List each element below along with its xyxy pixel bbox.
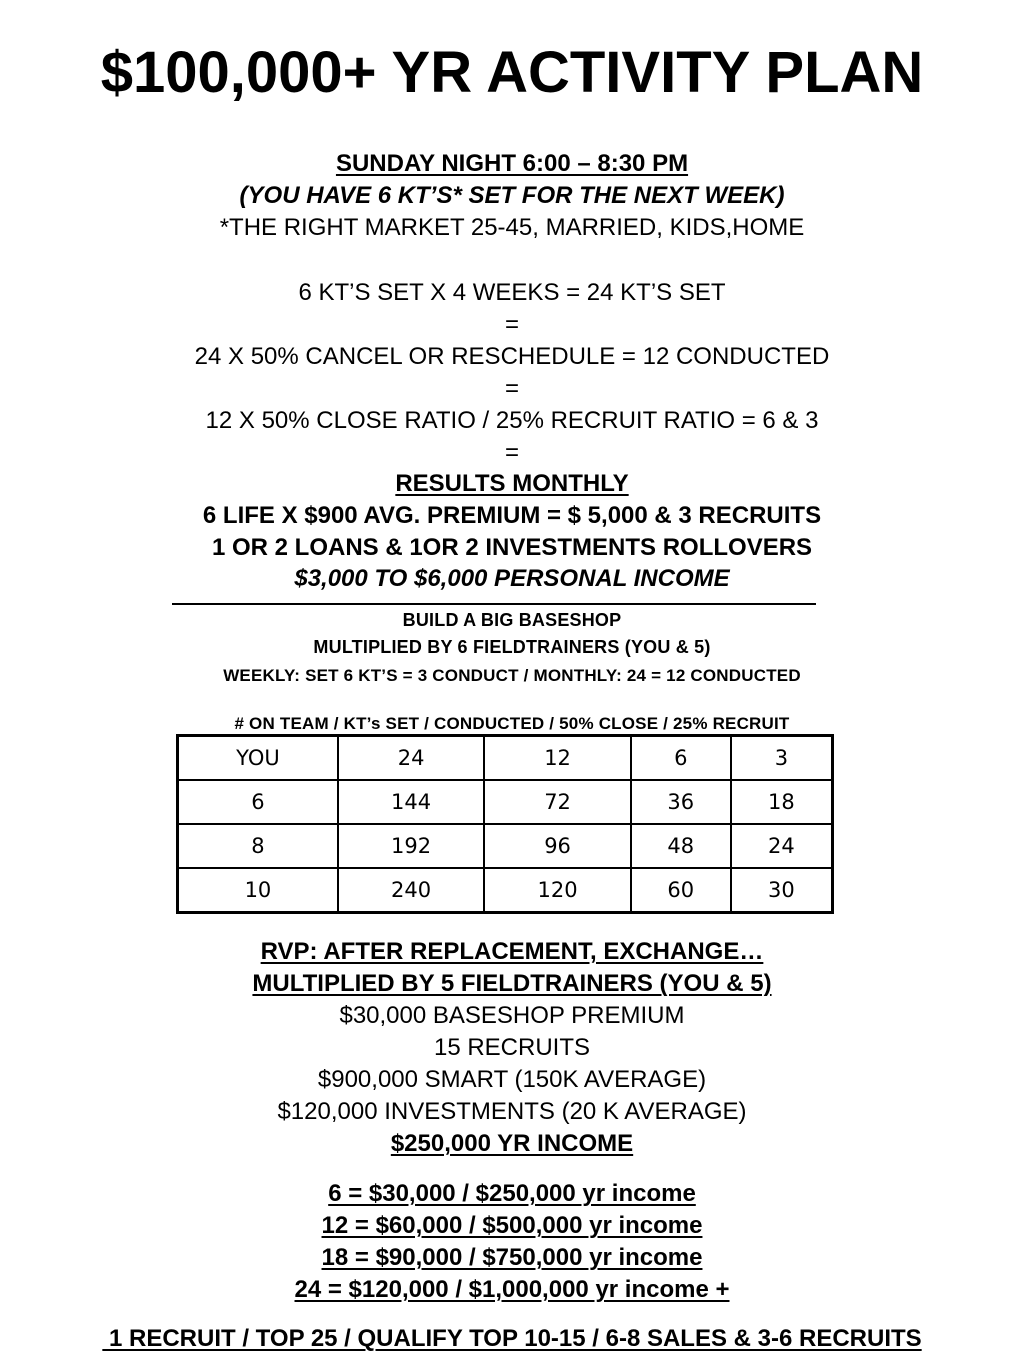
table-cell: 120 [484,868,630,913]
table-cell: 72 [484,780,630,824]
table-cell: 8 [178,824,338,868]
schedule-heading: SUNDAY NIGHT 6:00 – 8:30 PM [335,150,689,177]
rvp-multiplier: MULTIPLIED BY 5 FIELDTRAINERS (YOU & 5) [252,970,772,997]
table-cell: 10 [178,868,338,913]
table-cell: 144 [338,780,484,824]
footer-goals: 1 RECRUIT / TOP 25 / QUALIFY TOP 10-15 / 6-8 SALES & 3-6 RECRUITS [102,1325,922,1352]
table-cell: 36 [631,780,731,824]
funnel-equals-2: = [504,375,519,402]
team-table [176,734,834,914]
income-scale-6: 6 = $30,000 / $250,000 yr income [328,1180,696,1207]
rvp-recruits: 15 RECRUITS [433,1034,591,1061]
baseshop-heading: BUILD A BIG BASESHOP [402,610,622,630]
table-cell: 12 [484,736,630,781]
rvp-heading: RVP: AFTER REPLACEMENT, EXCHANGE… [260,938,764,965]
results-line-1: 6 LIFE X $900 AVG. PREMIUM = $ 5,000 & 3 RECRUITS [202,502,822,529]
weekly-monthly-summary: WEEKLY: SET 6 KT’S = 3 CONDUCT / MONTHLY: 24 = 12 CONDUCTED [223,666,801,685]
income-scale-12: 12 = $60,000 / $500,000 yr income [321,1212,703,1239]
schedule-subheading: (YOU HAVE 6 KT’S* SET FOR THE NEXT WEEK) [239,182,785,209]
funnel-equals-1: = [504,311,519,338]
results-heading: RESULTS MONTHLY [395,470,629,497]
funnel-step-1: 6 KT’S SET X 4 WEEKS = 24 KT’S SET [298,279,726,306]
team-table-caption: # ON TEAM / KT’s SET / CONDUCTED / 50% CLOSE / 25% RECRUIT [234,714,790,733]
table-cell: 30 [731,868,833,913]
personal-income: $3,000 TO $6,000 PERSONAL INCOME [294,565,730,592]
page-title: $100,000+ YR ACTIVITY PLAN [100,40,924,105]
table-cell: 24 [731,824,833,868]
table-row [178,868,833,913]
results-line-2: 1 OR 2 LOANS & 1OR 2 INVESTMENTS ROLLOVERS [211,534,813,561]
table-cell: 3 [731,736,833,781]
funnel-step-2: 24 X 50% CANCEL OR RESCHEDULE = 12 CONDUCTED [194,343,830,370]
table-cell: 48 [631,824,731,868]
rvp-smart: $900,000 SMART (150K AVERAGE) [317,1066,707,1093]
table-cell: 24 [338,736,484,781]
funnel-equals-3: = [504,439,519,466]
table-cell: 96 [484,824,630,868]
baseshop-multiplier: MULTIPLIED BY 6 FIELDTRAINERS (YOU & 5) [313,637,711,657]
funnel-step-3: 12 X 50% CLOSE RATIO / 25% RECRUIT RATIO = 6 & 3 [205,407,819,434]
section-divider [172,603,816,605]
table-cell: 18 [731,780,833,824]
income-scale-24: 24 = $120,000 / $1,000,000 yr income + [294,1276,730,1303]
rvp-investments: $120,000 INVESTMENTS (20 K AVERAGE) [277,1098,747,1125]
table-cell: YOU [178,736,338,781]
rvp-premium: $30,000 BASESHOP PREMIUM [339,1002,685,1029]
income-scale-18: 18 = $90,000 / $750,000 yr income [321,1244,703,1271]
table-cell: 6 [178,780,338,824]
table-cell: 240 [338,868,484,913]
table-cell: 192 [338,824,484,868]
rvp-income: $250,000 YR INCOME [390,1130,634,1157]
table-row [178,780,833,824]
table-cell: 60 [631,868,731,913]
table-cell: 6 [631,736,731,781]
market-note: *THE RIGHT MARKET 25-45, MARRIED, KIDS,HOME [219,214,805,241]
table-row [178,824,833,868]
table-row [178,736,833,781]
